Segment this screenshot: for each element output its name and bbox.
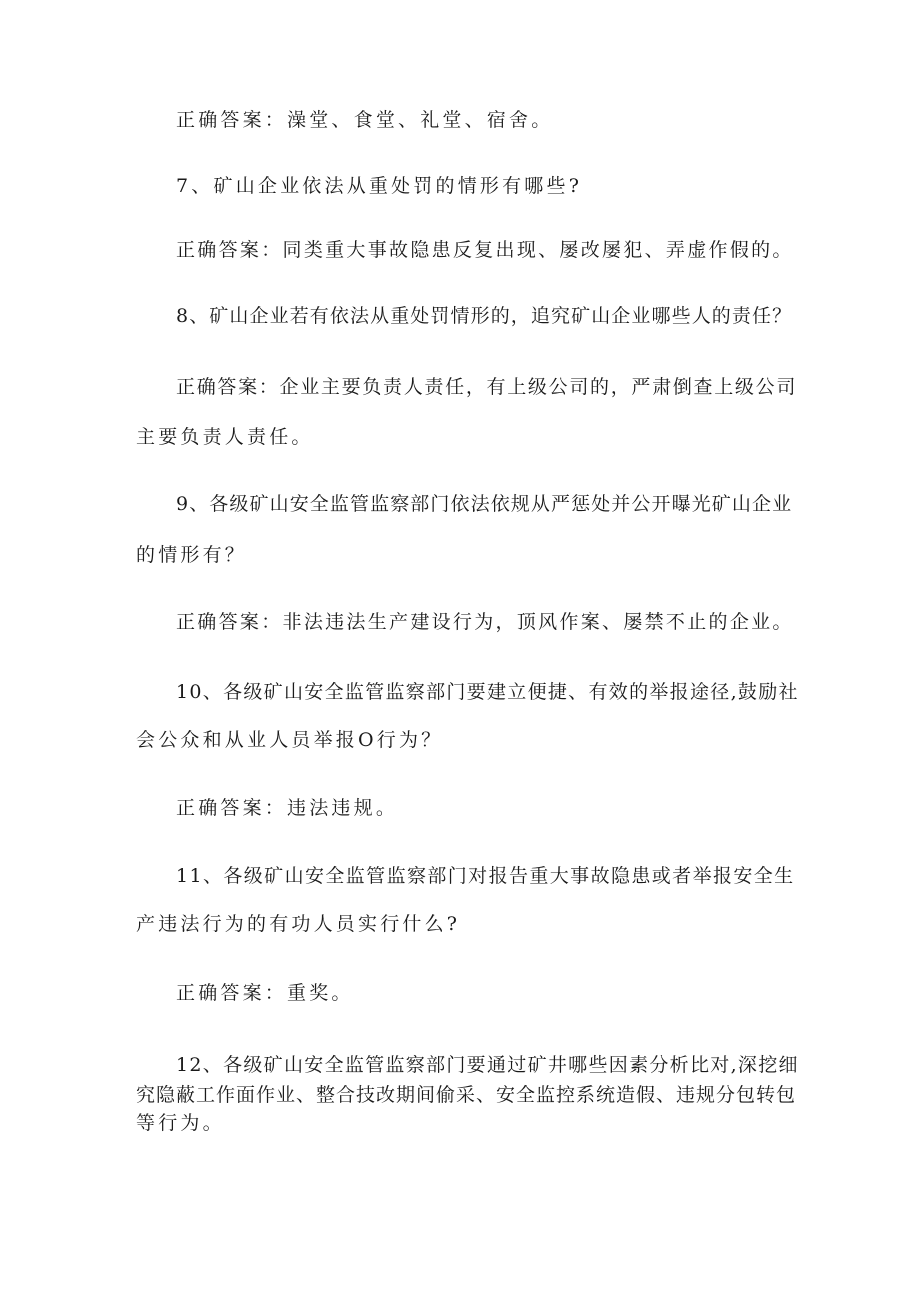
answer-label: 正确答案： <box>176 611 283 633</box>
question-12-line3: 等行为。 <box>136 1112 225 1134</box>
answer-label: 正确答案： <box>176 376 280 398</box>
answer-11 <box>176 981 354 1005</box>
answer-6 <box>176 108 553 132</box>
answer-text: 同类重大事故隐患反复出现、屡改屡犯、弄虚作假的。 <box>282 239 794 261</box>
answer-10 <box>176 796 398 820</box>
answer-8-line2: 主要负责人责任。 <box>136 426 314 448</box>
question-10-line2: 会公众和从业人员举报O行为？ <box>136 729 444 751</box>
answer-text: 非法违法生产建设行为，顶风作案、屡禁不止的企业。 <box>282 611 794 633</box>
answer-8-line1 <box>176 375 797 399</box>
answer-text: 重奖。 <box>287 982 354 1004</box>
question-11-line1: 11、各级矿山安全监管监察部门对报告重大事故隐患或者举报安全生 <box>176 865 795 887</box>
question-10-line1: 10、各级矿山安全监管监察部门要建立便捷、有效的举报途径,鼓励社 <box>176 681 799 703</box>
question-11-line2: 产违法行为的有功人员实行什么? <box>136 913 461 935</box>
answer-text: 违法违规。 <box>287 797 399 819</box>
question-9-line1: 9、各级矿山安全监管监察部门依法依规从严惩处并公开曝光矿山企业 <box>176 493 793 515</box>
question-8: 8、矿山企业若有依法从重处罚情形的，追究矿山企业哪些人的责任？ <box>176 305 793 327</box>
answer-label: 正确答案： <box>176 109 288 131</box>
answer-label: 正确答案： <box>176 239 283 261</box>
answer-label: 正确答案： <box>176 982 288 1004</box>
question-12-line2: 究隐蔽工作面作业、整合技改期间偷采、安全监控系统造假、违规分包转包 <box>136 1084 797 1106</box>
answer-text: 企业主要负责人责任，有上级公司的，严肃倒查上级公司 <box>279 376 798 398</box>
question-12-line1: 12、各级矿山安全监管监察部门要通过矿井哪些因素分析比对,深挖细 <box>176 1054 799 1076</box>
question-9-line2: 的情形有？ <box>136 544 248 566</box>
question-7: 7、矿山企业依法从重处罚的情形有哪些? <box>176 175 583 197</box>
answer-label: 正确答案： <box>176 797 288 819</box>
answer-7 <box>176 238 794 262</box>
answer-text: 澡堂、食堂、礼堂、宿舍。 <box>287 109 554 131</box>
answer-9 <box>176 610 794 634</box>
